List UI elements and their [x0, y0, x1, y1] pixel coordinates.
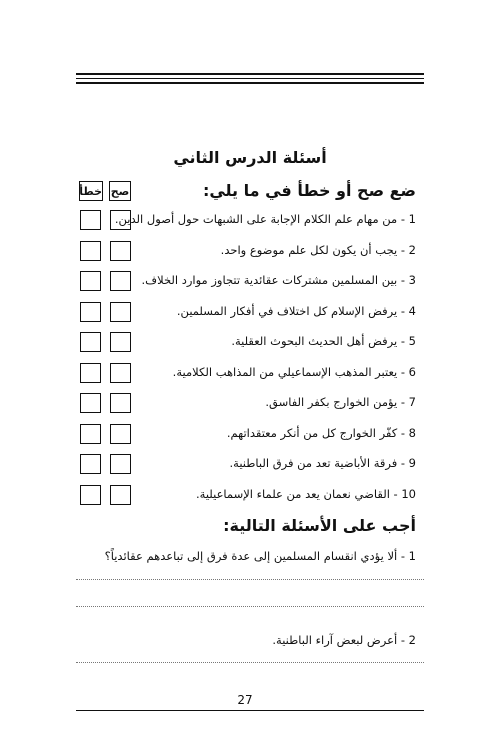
- statement-8: 8 - كفّر الخوارج كل من أنكر معتقداتهم.: [226, 425, 416, 440]
- true-checkbox[interactable]: [110, 241, 131, 261]
- statement-6: 6 - يعتبر المذهب الإسماعيلي من المذاهب الكلامية.: [172, 364, 416, 379]
- answer-line[interactable]: [76, 606, 424, 607]
- top-rule-1: [76, 73, 424, 75]
- false-checkbox[interactable]: [80, 302, 101, 322]
- statement-4: 4 - يرفض الإسلام كل اختلاف في أفكار المسلمين.: [176, 303, 416, 318]
- true-checkbox[interactable]: [110, 332, 131, 352]
- false-checkbox[interactable]: [80, 271, 101, 291]
- true-column-header: صح: [109, 181, 131, 201]
- statement-7: 7 - يؤمن الخوارج بكفر الفاسق.: [265, 395, 416, 409]
- false-checkbox[interactable]: [80, 424, 101, 444]
- false-checkbox[interactable]: [80, 485, 101, 505]
- question-2: 2 - أعرض لبعض آراء الباطنية.: [272, 633, 416, 647]
- false-checkbox[interactable]: [80, 363, 101, 383]
- statement-10: 10 - القاضي نعمان يعد من علماء الإسماعيلية.: [196, 486, 416, 501]
- false-checkbox[interactable]: [80, 241, 101, 261]
- bottom-rule: [76, 710, 424, 711]
- false-checkbox[interactable]: [80, 454, 101, 474]
- true-checkbox[interactable]: [110, 424, 131, 444]
- statement-1: 1 - من مهام علم الكلام الإجابة على الشبهات حول أصول الدين.: [114, 212, 416, 226]
- true-checkbox[interactable]: [110, 210, 131, 230]
- statement-3: 3 - بين المسلمين مشتركات عقائدية تتجاوز موارد الخلاف.: [141, 273, 416, 287]
- false-column-header: خطأ: [79, 181, 103, 201]
- true-checkbox[interactable]: [110, 271, 131, 291]
- false-checkbox[interactable]: [80, 393, 101, 413]
- false-checkbox[interactable]: [80, 332, 101, 352]
- top-rule-3: [76, 82, 424, 84]
- false-checkbox[interactable]: [80, 210, 101, 230]
- true-checkbox[interactable]: [110, 363, 131, 383]
- page-number: 27: [237, 693, 253, 707]
- true-checkbox[interactable]: [110, 393, 131, 413]
- top-rule-2: [76, 78, 424, 79]
- questions-heading: أجب على الأسئلة التالية:: [223, 516, 416, 535]
- page-title: أسئلة الدرس الثاني: [173, 148, 327, 167]
- answer-line[interactable]: [76, 579, 424, 580]
- true-checkbox[interactable]: [110, 454, 131, 474]
- answer-line[interactable]: [76, 662, 424, 663]
- true-false-heading: ضع صح أو خطأ في ما يلي:: [202, 181, 416, 200]
- statement-9: 9 - فرقة الأباضية تعد من فرق الباطنية.: [229, 456, 416, 470]
- true-checkbox[interactable]: [110, 302, 131, 322]
- true-checkbox[interactable]: [110, 485, 131, 505]
- statement-5: 5 - يرفض أهل الحديث البحوث العقلية.: [231, 334, 416, 348]
- question-1: 1 - ألا يؤدي انقسام المسلمين إلى عدة فرق إلى تباعدهم عقائدياً؟: [104, 549, 416, 563]
- statement-2: 2 - يجب أن يكون لكل علم موضوع واحد.: [220, 242, 416, 257]
